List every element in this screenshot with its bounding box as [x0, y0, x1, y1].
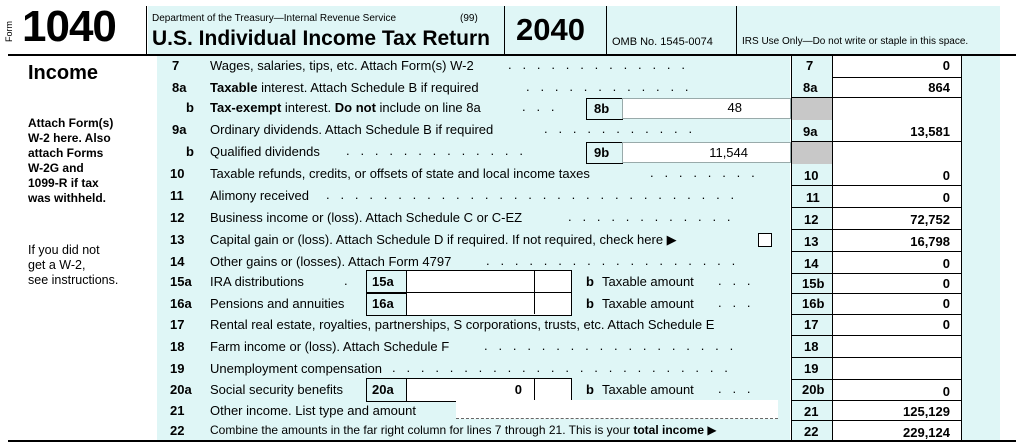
line-8a-row: 8a Taxable interest. Attach Schedule B if required . . . . . . . . . . . . 8a 864	[172, 79, 950, 95]
tax-year: 2040	[516, 12, 585, 47]
box-label: 16a	[372, 296, 394, 311]
box-label: 15a	[372, 274, 394, 289]
line-description: Alimony received	[210, 188, 309, 203]
amount-line-15b[interactable]: 0	[942, 276, 950, 291]
line-number: 18	[170, 339, 185, 354]
section-title: Income	[28, 62, 99, 84]
amount-line-10[interactable]: 0	[942, 168, 950, 183]
line-description: Wages, salaries, tips, etc. Attach Form(s) W-2	[210, 58, 474, 73]
line-11-row: 11 Alimony received . . . . . . . . . . . . . . . . . . . . . . . . . . . . . 11 0	[170, 187, 950, 205]
b-label: b	[586, 296, 594, 311]
amount-line-7[interactable]: 0	[942, 58, 950, 73]
line-description: Taxable refunds, credits, or offsets of state and local income taxes	[210, 166, 590, 181]
box-label: 20b	[802, 382, 825, 397]
box-label: 8b	[594, 101, 610, 116]
amount-line-8b[interactable]: 48	[727, 100, 742, 115]
box-label: 11	[806, 190, 820, 205]
ira-distributions-field[interactable]	[406, 270, 572, 294]
line-number: b	[186, 144, 194, 159]
line-18-row: 18 Farm income or (loss). Attach Schedule F . . . . . . . . . . . . . . . . . . 18	[170, 338, 819, 354]
form-title: U.S. Individual Income Tax Return	[152, 27, 490, 50]
line-16a-row: 16a Pensions and annuities 16a b Taxable amount . . . 16b 0	[0, 292, 1024, 314]
treasury-dept: Department of the Treasury—Internal Revenue Service	[152, 13, 397, 24]
box-label: 10	[804, 168, 819, 183]
amount-line-11[interactable]: 0	[942, 190, 950, 205]
amount-line-20a[interactable]: 0	[514, 382, 522, 397]
line-20a-row: 20a Social security benefits 20a 0 b Taxable amount . . . 20b 0	[0, 376, 1024, 400]
form-word: Form	[4, 21, 14, 42]
line-9b-row: b Qualified dividends . . . . . . . . . . . . . 9b 11,544	[0, 142, 1024, 164]
taxable-amount-label: Taxable amount	[602, 296, 694, 311]
box-label: 9a	[803, 124, 818, 139]
line-8b-row: b Tax-exempt interest. Do not include on line 8a . . . 8b 48	[0, 98, 1024, 120]
amount-line-21[interactable]: 125,129	[903, 404, 950, 419]
amount-line-22-total[interactable]: 229,124	[903, 425, 950, 440]
line-number: 14	[170, 254, 185, 269]
line-9a-row: 9a Ordinary dividends. Attach Schedule B if required . . . . . . . . . . . 9a 13,581	[172, 121, 950, 139]
shaded-box	[792, 142, 832, 164]
leader-dots: . . . . . . . . . . . . .	[508, 57, 685, 72]
line-description: Pensions and annuities	[210, 296, 345, 311]
line-description: Taxable interest. Attach Schedule B if required	[210, 80, 479, 95]
line-number: 9a	[172, 122, 187, 137]
line-number: 17	[170, 317, 185, 332]
line-number: 21	[170, 403, 185, 418]
line-17-row	[0, 314, 1024, 336]
line-description: Other gains or (losses). Attach Form 4797	[210, 254, 452, 269]
line-description: IRA distributions	[210, 274, 304, 289]
box-label: 14	[804, 256, 819, 271]
line-19-row: 19 Unemployment compensation . . . . . . . . . . . . . . . . . . . . . . . . 19	[170, 360, 819, 376]
line-13-row	[0, 230, 1024, 252]
attach-note: Attach Form(s) W-2 here. Also attach Forms W-2G and 1099-R if tax was withheld.	[28, 116, 114, 205]
line-number: 10	[170, 166, 185, 181]
amount-line-16b[interactable]: 0	[942, 296, 950, 311]
box-label: 22	[804, 424, 819, 439]
b-label: b	[586, 274, 594, 289]
line-number: 7	[172, 58, 180, 73]
taxable-amount-label: Taxable amount	[602, 382, 694, 397]
amount-line-14[interactable]: 0	[942, 256, 950, 271]
irs-use-only: IRS Use Only—Do not write or staple in this space.	[742, 36, 969, 47]
box-label: 17	[804, 317, 819, 332]
line-description: Qualified dividends	[210, 144, 320, 159]
form-code: (99)	[460, 13, 478, 24]
b-label: b	[586, 382, 594, 397]
amount-line-12[interactable]: 72,752	[910, 212, 950, 227]
line-description: Combine the amounts in the far right column for lines 7 through 21. This is your total income ▶	[210, 423, 717, 437]
line-number: 22	[170, 423, 185, 438]
line-number: 11	[170, 188, 184, 203]
amount-line-13[interactable]: 16,798	[910, 234, 950, 249]
taxable-amount-label: Taxable amount	[602, 274, 694, 289]
box-label: 9b	[594, 145, 610, 160]
line-14-row: 14 Other gains or (losses). Attach Form 4797 . . . . . . . . . . . . . . . . . . 14 0	[170, 253, 950, 271]
no-w2-note: If you did not get a W-2, see instructions.	[28, 243, 119, 287]
line-number: b	[186, 100, 194, 115]
line-number: 19	[170, 361, 185, 376]
amount-line-20b[interactable]: 0	[942, 384, 950, 399]
line-description: Business income or (loss). Attach Schedule C or C-EZ	[210, 210, 523, 225]
line-number: 16a	[170, 296, 192, 311]
line-description: Unemployment compensation	[210, 361, 382, 376]
line-number: 15a	[170, 274, 192, 289]
box-label: 8a	[803, 80, 818, 95]
box-label: 20a	[372, 382, 394, 397]
box-label: 15b	[802, 276, 825, 291]
line-description: Social security benefits	[210, 382, 343, 397]
amount-line-9b[interactable]: 11,544	[709, 145, 748, 160]
line-description: Farm income or (loss). Attach Schedule F	[210, 339, 450, 354]
line-12-row: 12 Business income or (loss). Attach Schedule C or C-EZ . . . . . . . . . . . . 12 72,752	[170, 209, 950, 227]
line-number: 20a	[170, 382, 192, 397]
shaded-box	[792, 98, 832, 120]
amount-line-17[interactable]: 0	[942, 317, 950, 332]
box-label: 12	[804, 212, 819, 227]
box-label: 19	[804, 361, 819, 376]
box-label: 13	[804, 234, 819, 249]
line-7-row	[0, 56, 1024, 78]
line-10-row: 10 Taxable refunds, credits, or offsets of state and local income taxes . . . . . . . . 10 0	[170, 165, 950, 183]
capital-gain-checkbox[interactable]	[758, 233, 772, 247]
line-description: Capital gain or (loss). Attach Schedule D if required. If not required, check here ▶	[210, 232, 677, 247]
amount-line-8a[interactable]: 864	[928, 80, 950, 95]
line-22-row	[0, 420, 1024, 440]
omb-number: OMB No. 1545-0074	[612, 36, 713, 48]
line-number: 12	[170, 210, 185, 225]
line-description: Other income. List type and amount	[210, 403, 416, 418]
line-description: Rental real estate, royalties, partnerships, S corporations, trusts, etc. Attach Schedule E	[210, 317, 715, 332]
box-label: 7	[806, 58, 814, 73]
box-label: 18	[804, 339, 819, 354]
line-15a-row: 15a IRA distributions . 15a b Taxable amount . . . 15b 0	[0, 270, 1024, 292]
line-21-row	[0, 400, 1024, 420]
amount-line-9a[interactable]: 13,581	[910, 124, 950, 139]
box-label: 16b	[802, 296, 825, 311]
line-number: 8a	[172, 80, 187, 95]
form-number: 1040	[22, 2, 116, 51]
line-number: 13	[170, 232, 185, 247]
line-description: Tax-exempt interest. Do not include on line 8a	[210, 100, 481, 115]
pensions-field[interactable]	[406, 292, 572, 316]
line-description: Ordinary dividends. Attach Schedule B if required	[210, 122, 494, 137]
box-label: 21	[804, 404, 819, 419]
other-income-type-field[interactable]	[456, 400, 778, 419]
